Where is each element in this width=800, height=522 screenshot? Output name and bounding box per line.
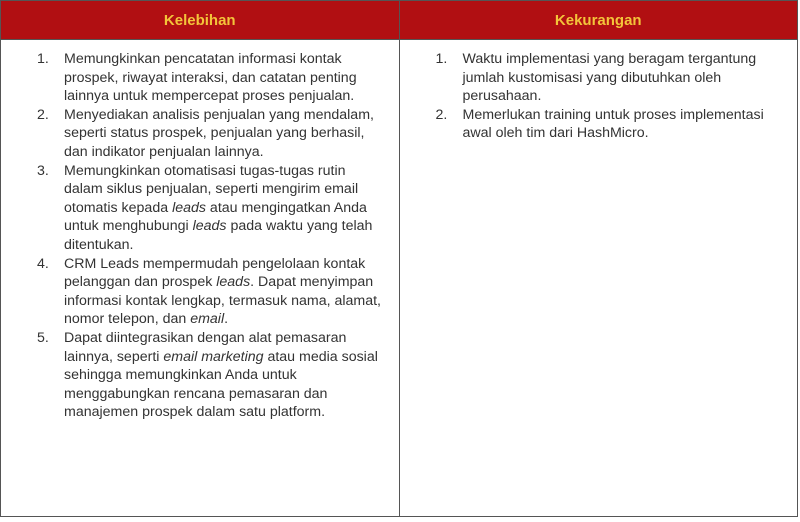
list-item-number: 1. xyxy=(435,51,448,67)
header-kelebihan: Kelebihan xyxy=(163,11,236,29)
kelebihan-item xyxy=(37,162,385,255)
kelebihan-item xyxy=(37,255,385,329)
text-segment: atau media sosial sehingga memungkinkan Anda untuk menggabungkan rencana pemasaran dan manajemen prospek dalam satu platform. xyxy=(64,348,378,421)
text-segment: Menyediakan analisis penjualan yang mendalam, seperti status prospek, penjualan yang berhasil, dan indikator penjualan lainnya. xyxy=(64,106,374,160)
kelebihan-cell xyxy=(1,40,399,516)
list-item-text xyxy=(64,106,385,162)
list-item-text xyxy=(64,162,385,255)
kelebihan-item xyxy=(37,329,385,422)
text-segment: Waktu implementasi yang beragam tergantung jumlah kustomisasi yang dibutuhkan oleh perusahaan. xyxy=(462,51,757,105)
table-body-row xyxy=(1,40,797,516)
text-segment: Memungkinkan pencatatan informasi kontak prospek, riwayat interaksi, dan catatan penting lainnya untuk mempercepat proses penjualan. xyxy=(64,51,357,105)
list-item-number: 2. xyxy=(37,106,49,123)
italic-text: leads xyxy=(192,218,227,235)
list-item-number: 5. xyxy=(37,329,49,346)
kekurangan-list xyxy=(436,50,784,143)
italic-text: email xyxy=(190,311,225,328)
text-segment: . Dapat menyimpan informasi kontak lengkap, termasuk nama, alamat, nomor telepon, dan xyxy=(64,274,382,328)
kekurangan-cell xyxy=(399,40,798,516)
text-segment: Memungkinkan otomatisasi tugas-tugas rutin dalam siklus penjualan, seperti mengirim email otomatis kepada xyxy=(64,162,359,216)
kelebihan-item xyxy=(37,106,385,162)
header-kekurangan: Kekurangan xyxy=(399,1,798,39)
list-item-text xyxy=(463,106,784,143)
text-segment: . xyxy=(224,311,229,328)
italic-text: email marketing xyxy=(163,348,264,365)
list-item-number: 4. xyxy=(37,255,49,272)
list-item-number: 3. xyxy=(37,162,49,179)
text-segment: atau mengingatkan Anda untuk menghubungi xyxy=(64,199,367,235)
kelebihan-list xyxy=(37,50,385,422)
list-item-text xyxy=(64,50,385,106)
text-segment: CRM Leads mempermudah pengelolaan kontak pelanggan dan prospek xyxy=(64,255,366,291)
text-segment: Dapat diintegrasikan dengan alat pemasaran lainnya, seperti xyxy=(64,329,347,365)
list-item-text xyxy=(64,255,385,329)
text-segment: pada waktu yang telah ditentukan. xyxy=(64,218,373,253)
kekurangan-item xyxy=(436,50,784,106)
italic-text: leads xyxy=(216,274,251,291)
text-segment: Memerlukan training untuk proses implementasi awal oleh tim dari HashMicro. xyxy=(462,106,764,142)
kelebihan-item xyxy=(37,50,385,106)
table-header-row xyxy=(1,1,797,40)
list-item-text xyxy=(463,50,784,106)
list-item-text xyxy=(64,329,385,422)
list-item-number: 2. xyxy=(435,106,448,123)
list-item-number: 1. xyxy=(37,51,49,67)
italic-text: leads xyxy=(172,199,206,216)
kekurangan-item xyxy=(436,106,784,143)
